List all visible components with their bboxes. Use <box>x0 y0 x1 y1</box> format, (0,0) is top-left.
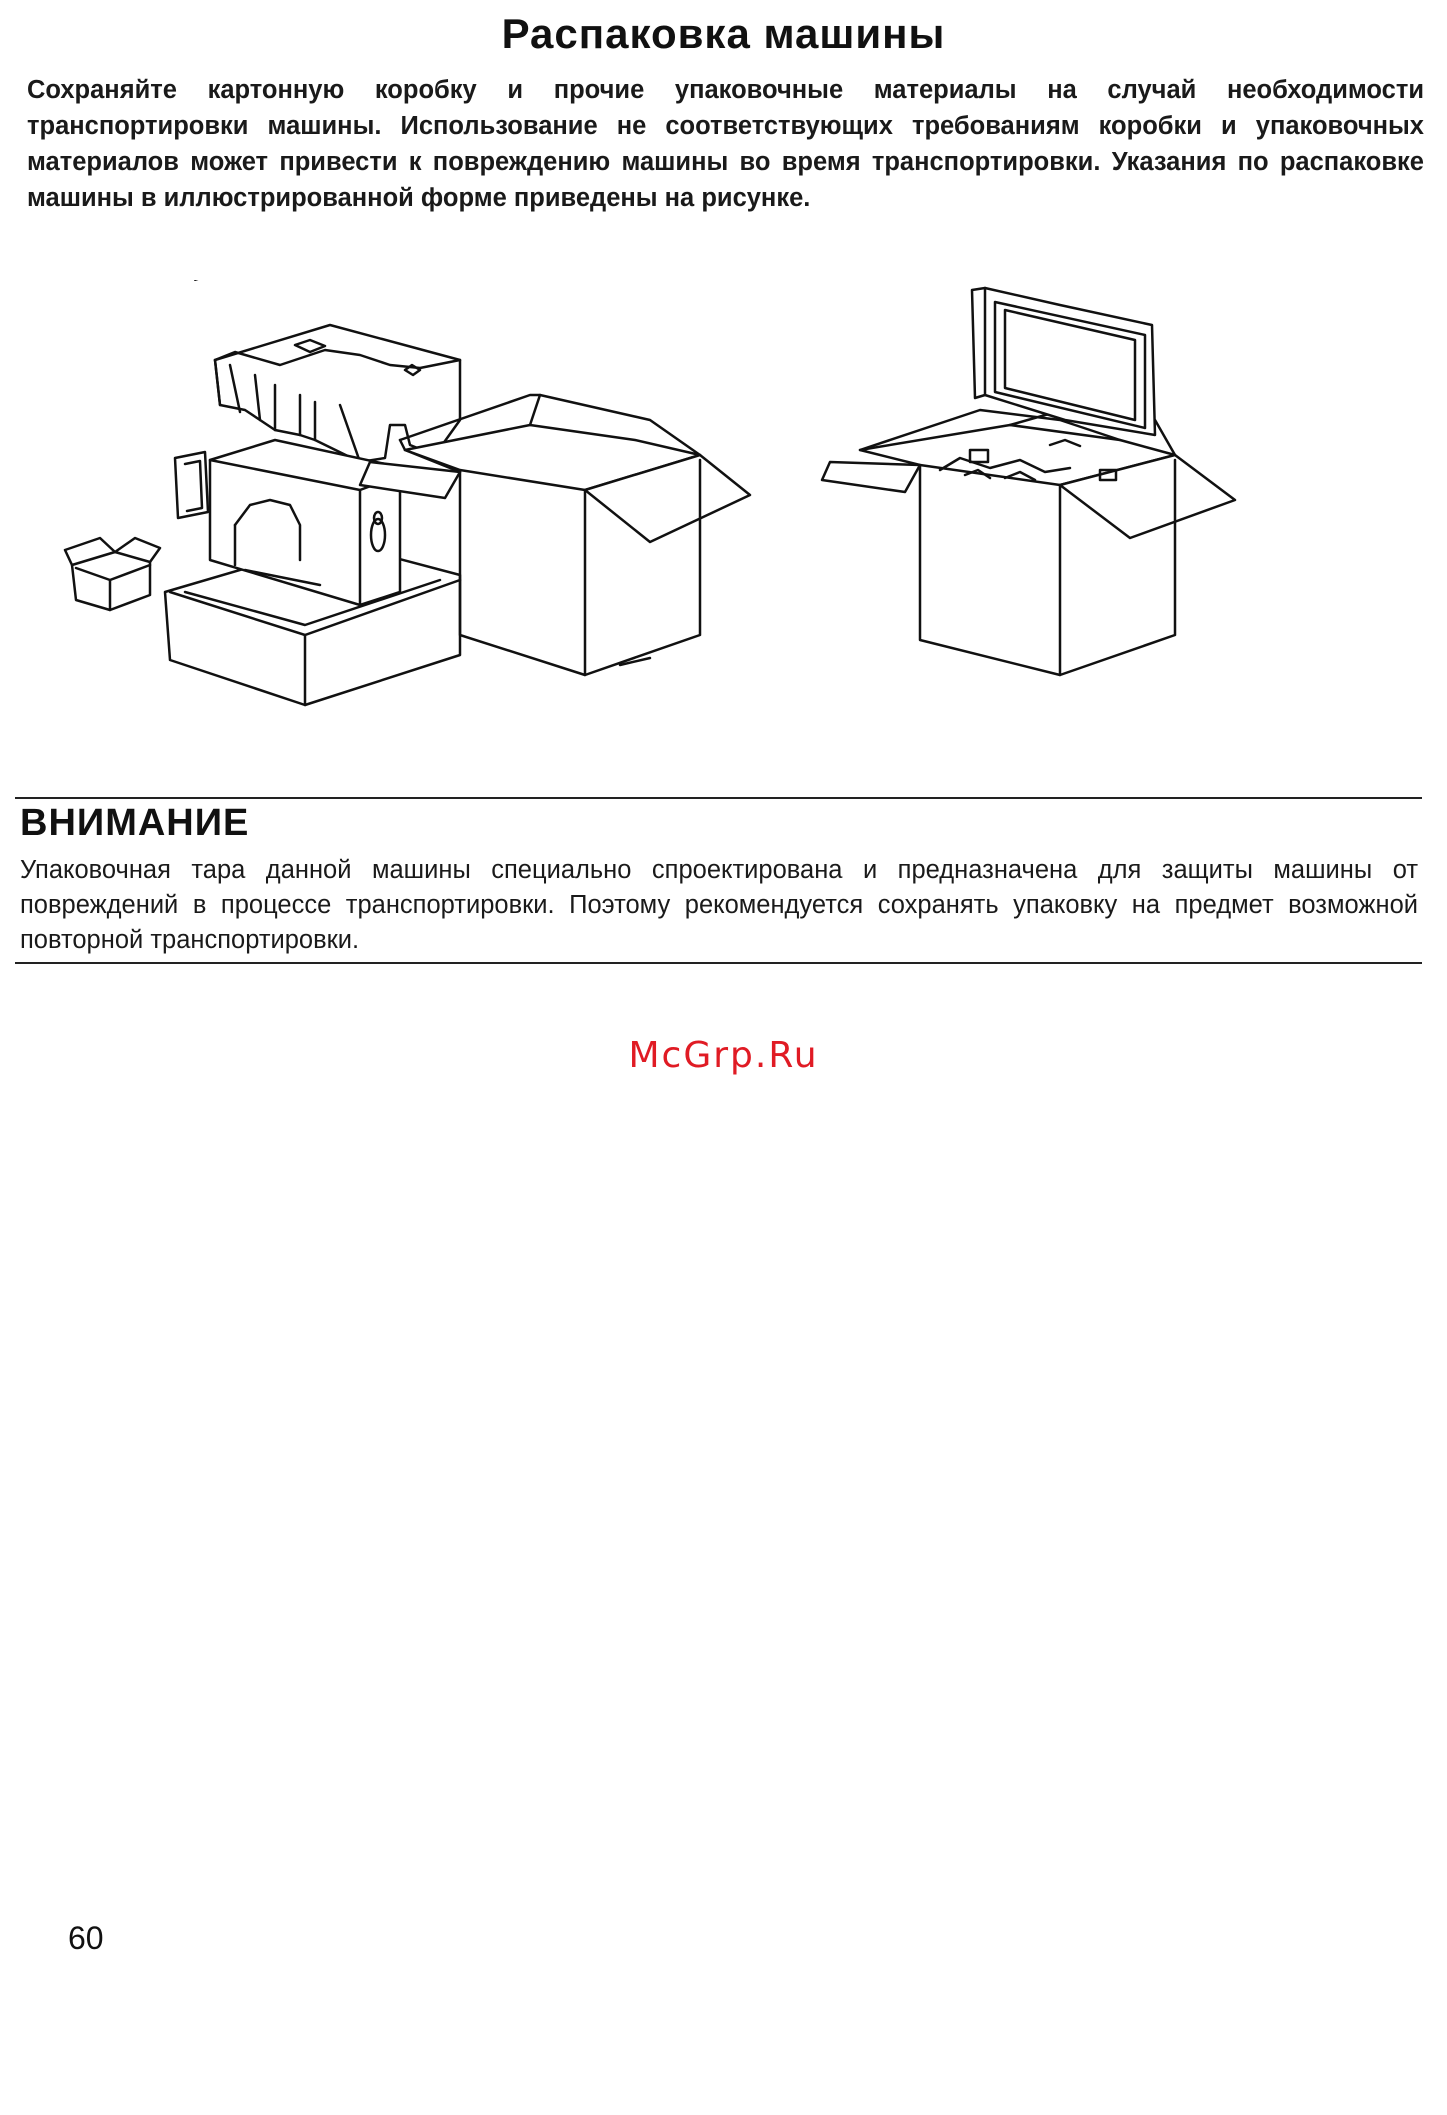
watermark: McGrp.Ru <box>628 1035 819 1076</box>
packed-carton <box>822 408 1235 675</box>
foam-top-insert <box>215 325 460 462</box>
intro-paragraph: Сохраняйте картонную коробку и прочие упаковочные материалы на случай необходимости транспортировки машины. Использование не соответствующих требованиям коробки и упаковочных материалов может привести к повреждению машины во время транспортировки. Указания по распаковке машины в иллюстрированной форме приведены на рисунке. <box>27 76 1424 212</box>
caution-text: Упаковочная тара данной машины специально спроектирована и предназначена для защиты машины от повреждений в процессе транспортировки. Поэтому рекомендуется сохранять упаковку на предмет возможной повторной транспортировки. <box>20 856 1418 954</box>
caution-rule-bottom <box>15 962 1422 964</box>
page-number: 60 <box>68 1920 104 1956</box>
accessory-box <box>65 538 160 610</box>
accessory-card <box>175 452 208 518</box>
page-title: Распаковка машины <box>501 10 946 57</box>
unpacking-illustration <box>60 280 1400 730</box>
caution-heading: ВНИМАНИЕ <box>20 802 250 844</box>
caution-rule-top <box>15 797 1422 799</box>
